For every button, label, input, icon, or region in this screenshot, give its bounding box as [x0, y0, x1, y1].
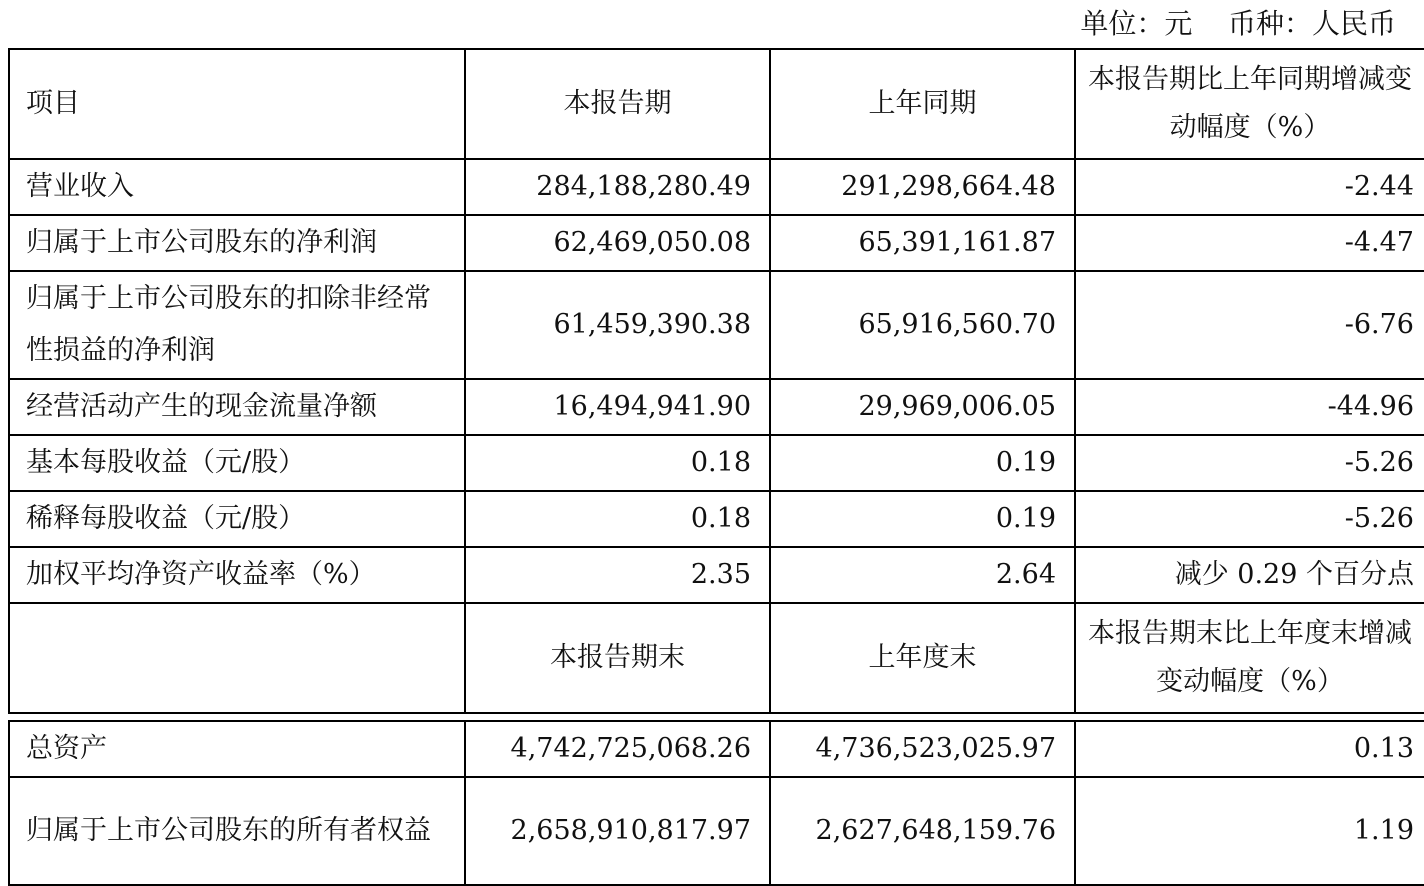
row-current: 0.18: [465, 435, 770, 491]
table-row: [9, 491, 1424, 547]
row-prior: 0.19: [770, 435, 1075, 491]
row-change: -5.26: [1075, 491, 1424, 547]
header-item: 项目: [9, 49, 465, 159]
key-financial-data-table: [8, 48, 1424, 886]
row-item: 经营活动产生的现金流量净额: [9, 379, 465, 435]
row-prior: 4,736,523,025.97: [770, 721, 1075, 777]
row-prior: 2.64: [770, 547, 1075, 603]
row-prior: 2,627,648,159.76: [770, 777, 1075, 885]
row-change: 0.13: [1075, 721, 1424, 777]
row-item: 加权平均净资产收益率（%）: [9, 547, 465, 603]
row-item: 归属于上市公司股东的净利润: [9, 215, 465, 271]
row-prior: 291,298,664.48: [770, 159, 1075, 215]
row-current: 4,742,725,068.26: [465, 721, 770, 777]
subheader-item: [9, 603, 465, 713]
subheader-period-end: 本报告期末: [465, 603, 770, 713]
row-current: 62,469,050.08: [465, 215, 770, 271]
row-change: 减少 0.29 个百分点: [1075, 547, 1424, 603]
subheader-prior-year-end: 上年度末: [770, 603, 1075, 713]
subheader-change: 本报告期末比上年度末增减变动幅度（%）: [1075, 603, 1424, 713]
header-current-period: 本报告期: [465, 49, 770, 159]
row-current: 61,459,390.38: [465, 271, 770, 379]
row-prior: 29,969,006.05: [770, 379, 1075, 435]
table-row: [9, 159, 1424, 215]
table-row: [9, 435, 1424, 491]
table-row: [9, 379, 1424, 435]
unit-currency-note: 单位：元 币种：人民币: [1080, 7, 1396, 40]
row-current: 2,658,910,817.97: [465, 777, 770, 885]
header-change: 本报告期比上年同期增减变动幅度（%）: [1075, 49, 1424, 159]
row-item: 总资产: [9, 721, 465, 777]
header-prior-period: 上年同期: [770, 49, 1075, 159]
row-prior: 65,916,560.70: [770, 271, 1075, 379]
row-item: 归属于上市公司股东的扣除非经常性损益的净利润: [9, 271, 465, 379]
table-row: [9, 721, 1424, 777]
row-current: 284,188,280.49: [465, 159, 770, 215]
row-change: 1.19: [1075, 777, 1424, 885]
row-item: 稀释每股收益（元/股）: [9, 491, 465, 547]
row-change: -6.76: [1075, 271, 1424, 379]
row-change: -5.26: [1075, 435, 1424, 491]
row-prior: 0.19: [770, 491, 1075, 547]
table-subheader-row: [9, 603, 1424, 713]
row-current: 16,494,941.90: [465, 379, 770, 435]
table-row: [9, 215, 1424, 271]
row-change: -2.44: [1075, 159, 1424, 215]
row-item: 基本每股收益（元/股）: [9, 435, 465, 491]
row-change: -44.96: [1075, 379, 1424, 435]
row-current: 2.35: [465, 547, 770, 603]
table-row: [9, 777, 1424, 885]
row-prior: 65,391,161.87: [770, 215, 1075, 271]
page-break-gap: [9, 713, 1424, 721]
table-row: [9, 547, 1424, 603]
row-current: 0.18: [465, 491, 770, 547]
table-header-row: [9, 49, 1424, 159]
row-item: 归属于上市公司股东的所有者权益: [9, 777, 465, 885]
row-item: 营业收入: [9, 159, 465, 215]
row-change: -4.47: [1075, 215, 1424, 271]
table-row: [9, 271, 1424, 379]
